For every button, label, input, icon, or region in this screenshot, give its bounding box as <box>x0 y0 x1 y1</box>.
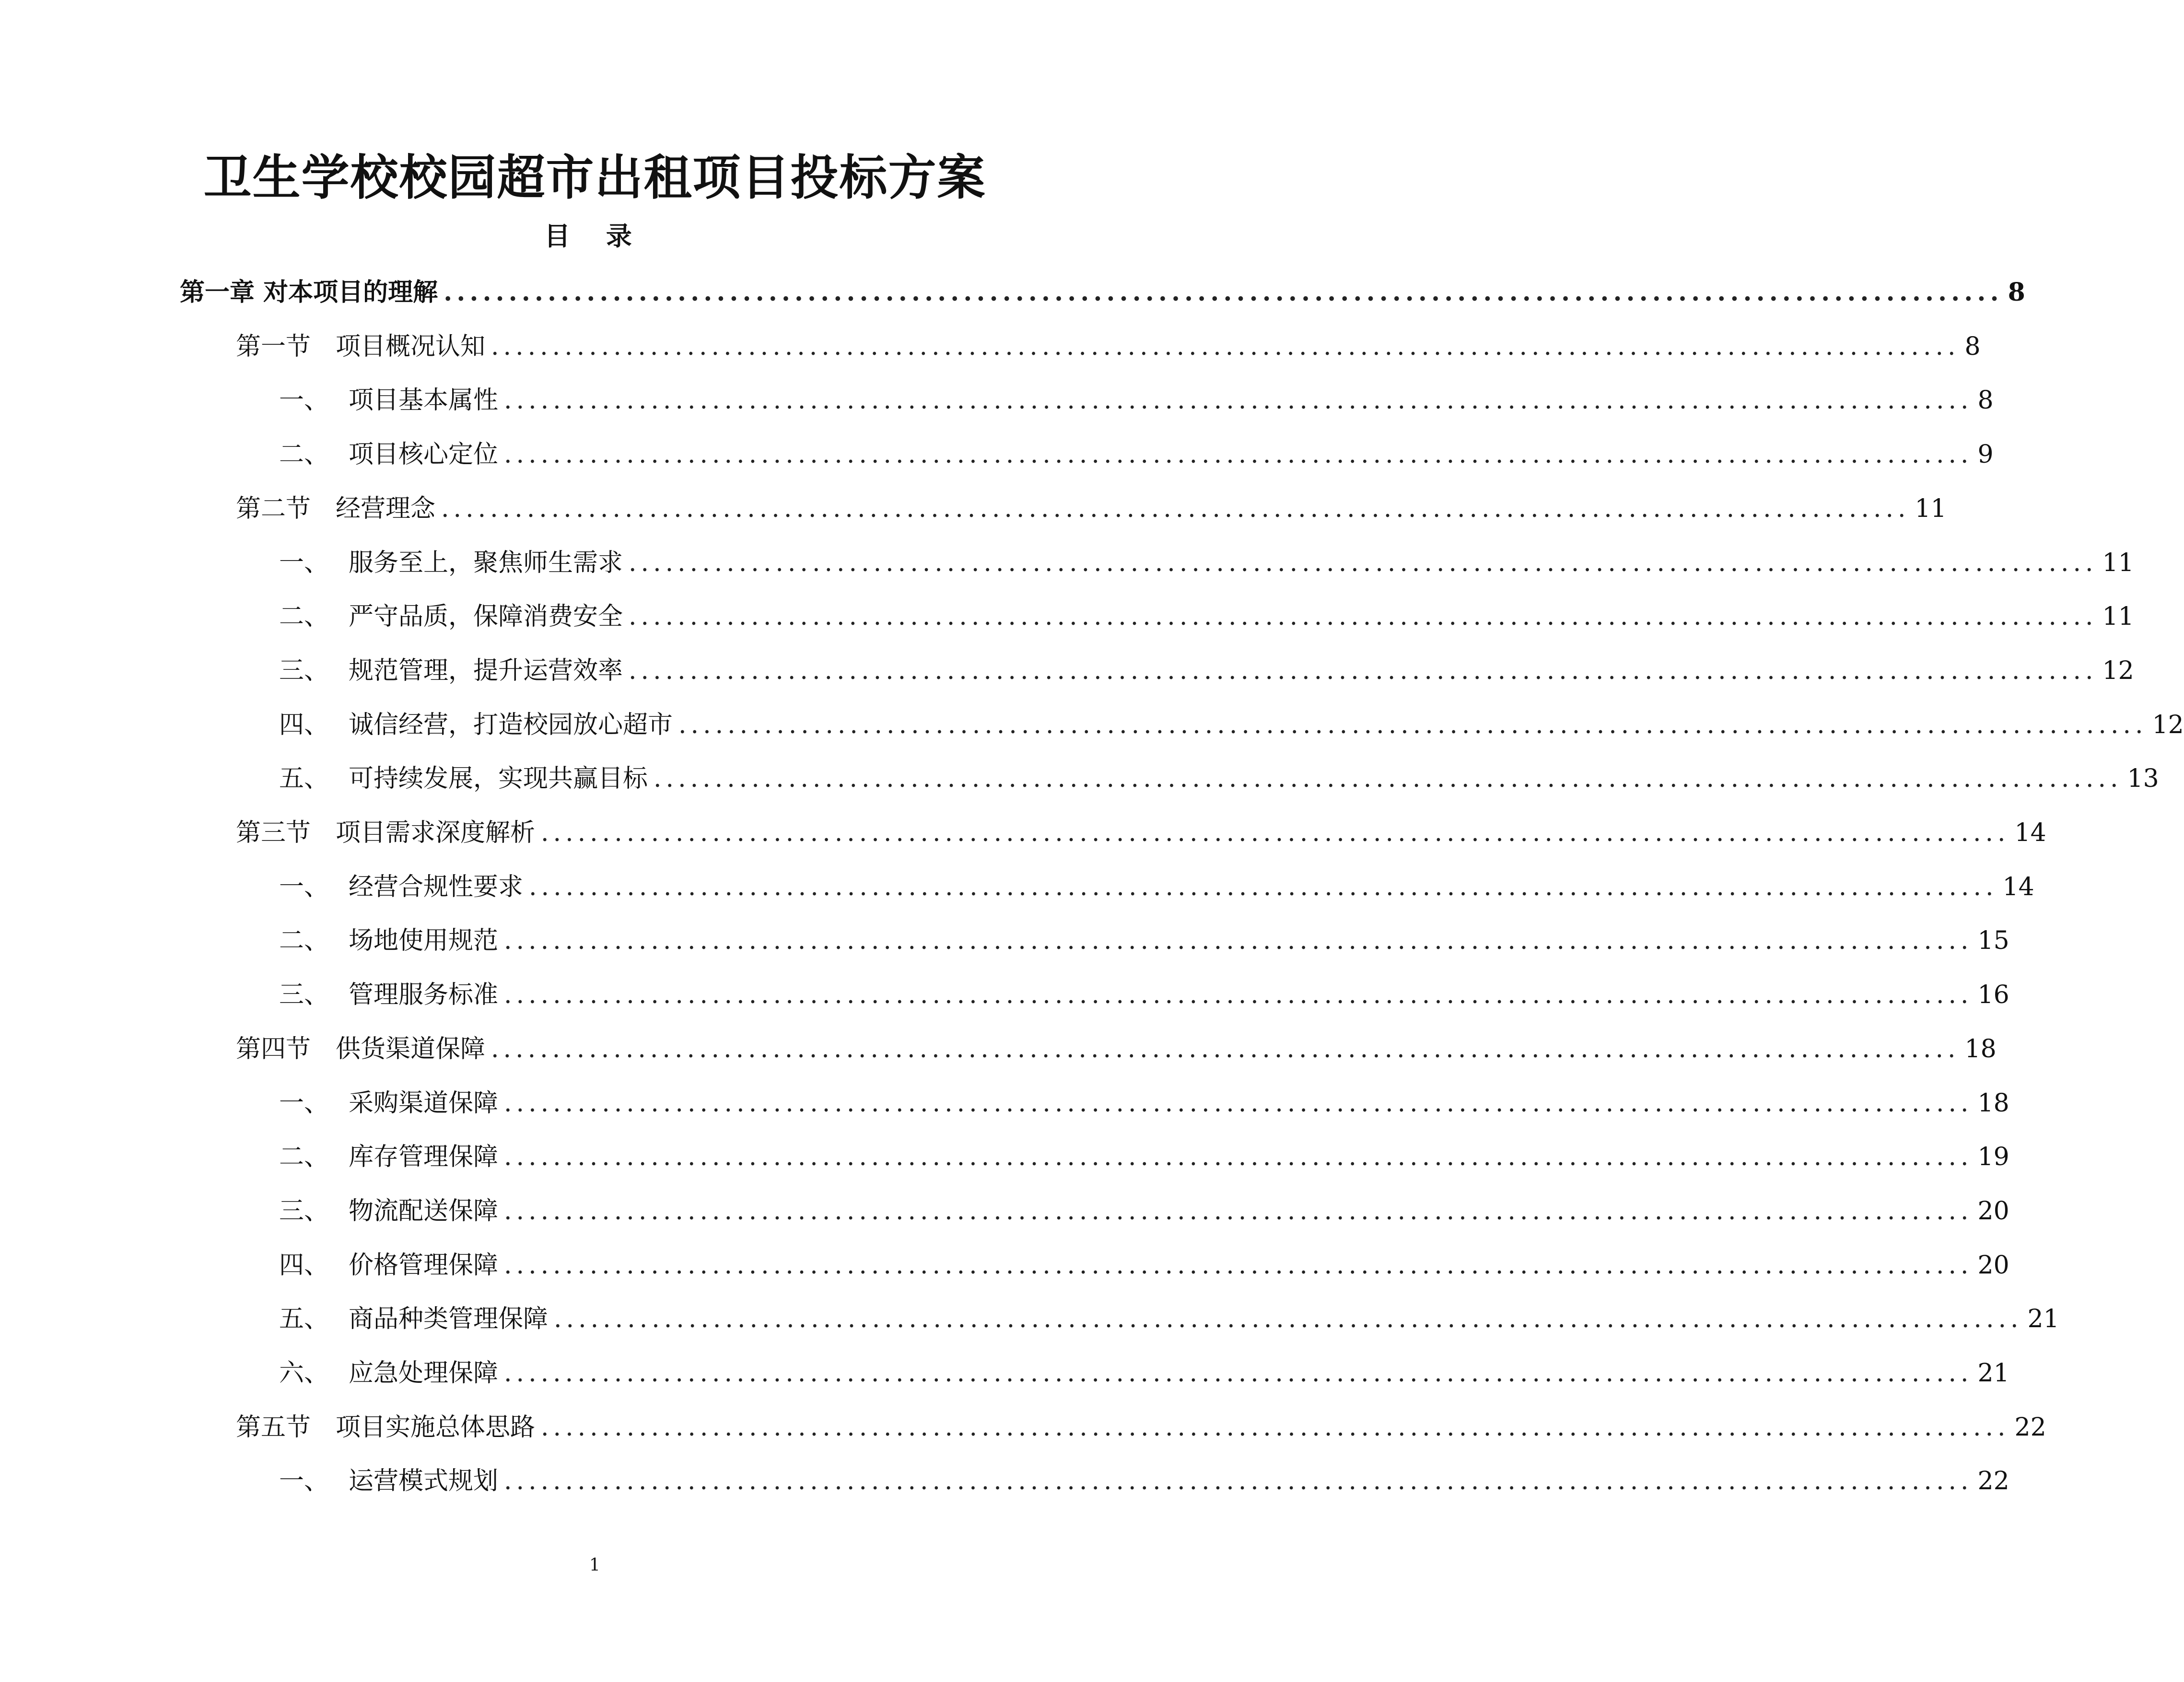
toc-leader-dots: ........................................................................................................................ <box>491 332 1960 361</box>
toc-entry-number: 四、 <box>279 1250 329 1280</box>
toc-entry-number: 第二节 <box>236 494 311 523</box>
toc-entry-number: 第一章 <box>180 278 255 307</box>
toc-entry[interactable] <box>279 755 2159 803</box>
toc-entry-title: 项目基本属性 <box>349 386 499 415</box>
document-title: 卫生学校校园超市出租项目投标方案 <box>203 149 986 206</box>
toc-entry-number: 第四节 <box>236 1034 311 1063</box>
toc-entry-number: 三、 <box>279 1196 329 1226</box>
toc-entry-number: 一、 <box>279 1467 329 1496</box>
toc-leader-dots: ........................................................................................................................ <box>504 1196 1973 1226</box>
toc-leader-dots: ........................................................................................................................ <box>654 764 2123 794</box>
toc-entry-title: 价格管理保障 <box>349 1250 499 1280</box>
toc-entry-number: 二、 <box>279 1143 329 1172</box>
toc-entry-page: 20 <box>1977 1250 2009 1280</box>
toc-entry-title: 项目实施总体思路 <box>336 1413 536 1442</box>
toc-leader-dots: ........................................................................................................................ <box>504 1143 1973 1172</box>
toc-leader-dots: ........................................................................................................................ <box>491 1034 1960 1063</box>
toc-entry-page: 21 <box>1977 1359 2009 1388</box>
toc-entry-page: 20 <box>1977 1196 2009 1226</box>
toc-entry-title: 服务至上，聚焦师生需求 <box>349 548 623 577</box>
toc-entry-title: 对本项目的理解 <box>263 278 438 307</box>
toc-entry-number: 二、 <box>279 602 329 631</box>
toc-entry-number: 一、 <box>279 386 329 415</box>
toc-leader-dots: ........................................................................................................................ <box>678 710 2148 739</box>
toc-entry[interactable] <box>279 1241 2009 1289</box>
toc-leader-dots: ........................................................................................................................ <box>504 386 1973 415</box>
toc-entry-page: 9 <box>1977 440 1994 469</box>
toc-entry-page: 11 <box>1915 494 1947 523</box>
toc-entry[interactable] <box>279 647 2134 695</box>
toc-entry-number: 三、 <box>279 656 329 685</box>
toc-leader-dots: ........................................................................................................................ <box>504 1250 1973 1280</box>
toc-entry-title: 商品种类管理保障 <box>349 1305 549 1334</box>
toc-entry[interactable] <box>279 1457 2009 1505</box>
toc-entry-page: 11 <box>2102 548 2134 577</box>
toc-leader-dots: ........................................................................................................................ <box>504 1467 1973 1496</box>
toc-entry-title: 严守品质，保障消费安全 <box>349 602 623 631</box>
toc-entry-page: 8 <box>2008 278 2025 307</box>
toc-entry-page: 14 <box>2014 818 2046 847</box>
toc-entry-page: 18 <box>1964 1034 1997 1063</box>
toc-entry-number: 第一节 <box>236 332 311 361</box>
toc-entry-title: 规范管理，提升运营效率 <box>349 656 623 685</box>
toc-leader-dots: ........................................................................................................................ <box>541 818 2010 847</box>
toc-entry-page: 14 <box>2002 872 2034 901</box>
toc-leader-dots: ........................................................................................................................ <box>554 1305 2023 1334</box>
toc-leader-dots: ........................................................................................................................ <box>541 1413 2010 1442</box>
toc-leader-dots: ........................................................................................................................ <box>529 872 1998 901</box>
toc-leader-dots: ........................................................................................................................ <box>441 494 1910 523</box>
toc-entry-page: 13 <box>2127 764 2159 794</box>
toc-entry-number: 一、 <box>279 1088 329 1118</box>
toc-entry[interactable] <box>236 323 1981 371</box>
toc-leader-dots: ........................................................................................................................ <box>504 981 1973 1010</box>
toc-leader-dots: ........................................................................................................................ <box>504 1088 1973 1118</box>
toc-entry-number: 二、 <box>279 926 329 956</box>
toc-entry[interactable] <box>279 917 2009 965</box>
toc-entry[interactable] <box>180 269 2025 316</box>
toc-entry[interactable] <box>279 1133 2009 1181</box>
toc-entry-number: 五、 <box>279 764 329 794</box>
toc-entry[interactable] <box>279 593 2134 641</box>
toc-entry-page: 18 <box>1977 1088 2009 1118</box>
toc-entry[interactable] <box>279 701 2184 749</box>
toc-entry-title: 物流配送保障 <box>349 1196 499 1226</box>
toc-entry-title: 经营理念 <box>336 494 436 523</box>
toc-entry-page: 21 <box>2027 1305 2059 1334</box>
toc-entry-number: 六、 <box>279 1359 329 1388</box>
toc-entry-page: 22 <box>2014 1413 2046 1442</box>
toc-entry-title: 诚信经营，打造校园放心超市 <box>349 710 673 739</box>
toc-entry-title: 管理服务标准 <box>349 981 499 1010</box>
toc-entry[interactable] <box>279 1349 2009 1397</box>
toc-entry[interactable] <box>279 863 2034 911</box>
toc-entry-number: 三、 <box>279 981 329 1010</box>
toc-entry[interactable] <box>236 485 1947 533</box>
toc-entry-title: 项目需求深度解析 <box>336 818 536 847</box>
toc-leader-dots: ........................................................................................................................ <box>504 926 1973 956</box>
toc-entry[interactable] <box>236 1025 1997 1073</box>
toc-entry-number: 第三节 <box>236 818 311 847</box>
toc-entry-number: 第五节 <box>236 1413 311 1442</box>
toc-entry[interactable] <box>279 1079 2009 1127</box>
toc-leader-dots: ........................................................................................................................ <box>504 1359 1973 1388</box>
toc-entry-number: 五、 <box>279 1305 329 1334</box>
toc-leader-dots: ........................................................................................................................ <box>504 440 1973 469</box>
toc-entry[interactable] <box>279 971 2009 1019</box>
toc-entry-title: 项目概况认知 <box>336 332 486 361</box>
toc-entry-title: 应急处理保障 <box>349 1359 499 1388</box>
toc-entry-number: 四、 <box>279 710 329 739</box>
toc-entry-title: 项目核心定位 <box>349 440 499 469</box>
toc-entry-page: 12 <box>2152 710 2184 739</box>
toc-entry-number: 一、 <box>279 872 329 901</box>
toc-entry[interactable] <box>279 1295 2059 1343</box>
toc-entry-number: 二、 <box>279 440 329 469</box>
toc-entry-page: 8 <box>1964 332 1981 361</box>
toc-entry[interactable] <box>279 431 1994 479</box>
toc-entry-page: 8 <box>1977 386 1994 415</box>
toc-entry[interactable] <box>236 809 2046 857</box>
toc-leader-dots: ........................................................................................................................ <box>629 602 2098 631</box>
toc-entry-title: 场地使用规范 <box>349 926 499 956</box>
toc-entry-page: 11 <box>2102 602 2134 631</box>
toc-entry[interactable] <box>279 1187 2009 1235</box>
toc-leader-dots: ........................................................................................................................ <box>444 278 2003 307</box>
toc-entry-title: 库存管理保障 <box>349 1143 499 1172</box>
toc-heading: 目 录 <box>544 221 645 251</box>
toc-entry-title: 经营合规性要求 <box>349 872 524 901</box>
toc-entry-title: 可持续发展，实现共赢目标 <box>349 764 648 794</box>
toc-entry[interactable] <box>279 539 2134 587</box>
toc-entry-title: 运营模式规划 <box>349 1467 499 1496</box>
toc-entry-title: 供货渠道保障 <box>336 1034 486 1063</box>
toc-entry-page: 16 <box>1977 981 2009 1010</box>
toc-entry-title: 采购渠道保障 <box>349 1088 499 1118</box>
toc-entry[interactable] <box>236 1403 2046 1451</box>
toc-entry-page: 19 <box>1977 1143 2009 1172</box>
page-number: 1 <box>589 1555 600 1575</box>
toc-entry-page: 12 <box>2102 656 2134 685</box>
toc-entry-number: 一、 <box>279 548 329 577</box>
toc-entry-page: 15 <box>1977 926 2009 956</box>
toc-leader-dots: ........................................................................................................................ <box>629 548 2098 577</box>
toc-entry[interactable] <box>279 376 1994 424</box>
toc-entry-page: 22 <box>1977 1467 2009 1496</box>
toc-leader-dots: ........................................................................................................................ <box>629 656 2098 685</box>
